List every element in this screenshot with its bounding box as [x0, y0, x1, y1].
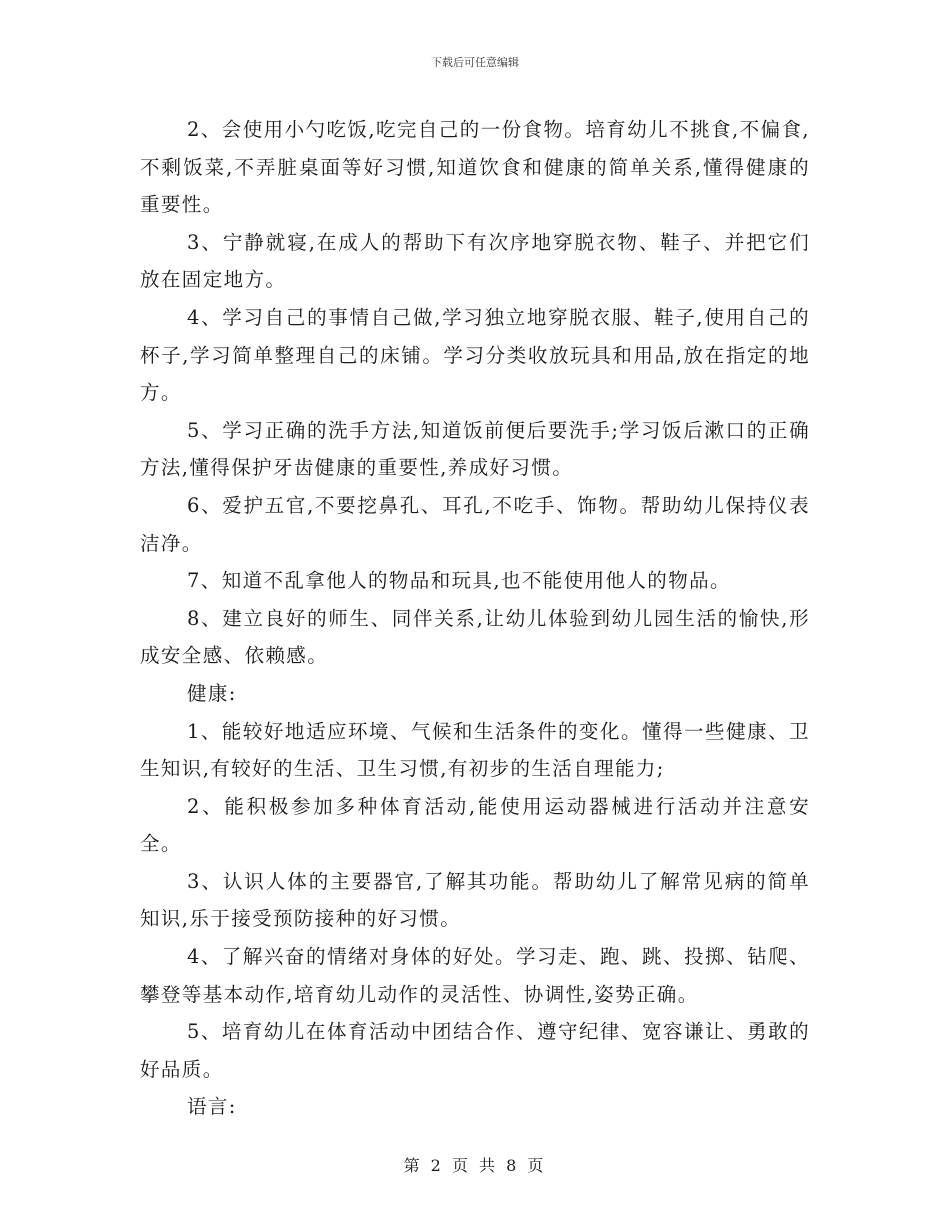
paragraph: 3、宁静就寝,在成人的帮助下有次序地穿脱衣物、鞋子、并把它们放在固定地方。: [140, 230, 810, 292]
page-header-note: 下载后可任意编辑: [431, 56, 519, 69]
paragraph: 4、学习自己的事情自己做,学习独立地穿脱衣服、鞋子,使用自己的杯子,学习简单整理自己的床铺。学习分类收放玩具和用品,放在指定的地方。: [140, 305, 810, 405]
paragraph: 6、爱护五官,不要挖鼻孔、耳孔,不吃手、饰物。帮助幼儿保持仪表洁净。: [140, 493, 810, 555]
paragraph: 7、知道不乱拿他人的物品和玩具,也不能使用他人的物品。: [187, 569, 731, 593]
paragraph: 4、了解兴奋的情绪对身体的好处。学习走、跑、跳、投掷、钻爬、攀登等基本动作,培育幼儿动作的灵活性、协调性,姿势正确。: [140, 945, 810, 1006]
document-body: [140, 111, 810, 1126]
paragraph: 2、会使用小勺吃饭,吃完自己的一份食物。培育幼儿不挑食,不偏食,不剩饭菜,不弄脏桌面等好习惯,知道饮食和健康的简单关系,懂得健康的重要性。: [140, 118, 810, 217]
paragraph: 3、认识人体的主要器官,了解其功能。帮助幼儿了解常见病的简单知识,乐于接受预防接种的好习惯。: [140, 869, 810, 931]
paragraph: 5、培育幼儿在体育活动中团结合作、遵守纪律、宽容谦让、勇敢的好品质。: [140, 1020, 810, 1081]
paragraph: 5、学习正确的洗手方法,知道饭前便后要洗手;学习饭后漱口的正确方法,懂得保护牙齿健康的重要性,养成好习惯。: [140, 418, 810, 480]
paragraph: 8、建立良好的师生、同伴关系,让幼儿体验到幼儿园生活的愉快,形成安全感、依赖感。: [140, 606, 810, 668]
section-heading-health: 健康:: [187, 681, 237, 705]
page-number-footer: 第 2 页 共 8 页: [403, 1156, 547, 1175]
section-heading-language: 语言:: [187, 1095, 237, 1119]
paragraph: 2、能积极参加多种体育活动,能使用运动器械进行活动并注意安全。: [140, 794, 810, 856]
paragraph: 1、能较好地适应环境、气候和生活条件的变化。懂得一些健康、卫生知识,有较好的生活、卫生习惯,有初步的生活自理能力;: [140, 719, 810, 781]
